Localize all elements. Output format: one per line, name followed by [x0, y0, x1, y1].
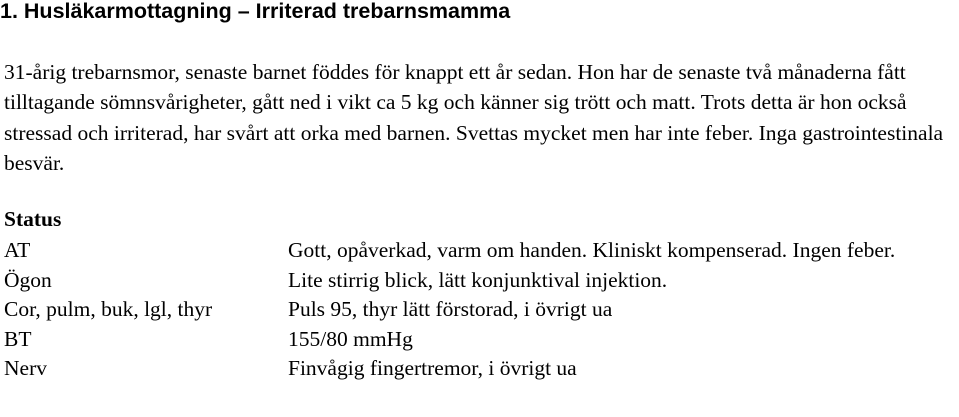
status-label: Cor, pulm, buk, lgl, thyr: [4, 297, 213, 321]
status-row-bt: [4, 325, 959, 355]
status-row-at: [4, 236, 959, 266]
case-heading: 1. Husläkarmottagning – Irriterad trebarnsmamma: [0, 0, 511, 23]
status-value: Lite stirrig blick, lätt konjunktival injektion.: [288, 267, 668, 292]
status-label: Ögon: [4, 267, 52, 292]
status-value: 155/80 mmHg: [288, 326, 413, 351]
status-value: Puls 95, thyr lätt förstorad, i övrigt ua: [288, 297, 613, 321]
status-table: [4, 236, 959, 384]
status-heading: Status: [4, 207, 62, 231]
status-value: Gott, opåverkad, varm om handen. Kliniskt kompenserad. Ingen feber.: [288, 238, 896, 262]
status-row-nerv: [4, 354, 959, 384]
case-description: 31-årig trebarnsmor, senaste barnet föddes för knappt ett år sedan. Hon har de senaste två månaderna fått tilltagande sömnsvårigheter, gått ned i vikt ca 5 kg och känner sig trött och matt. Trots detta är hon också stressad och irriterad, har svårt att orka med barnen. Svettas mycket men har inte feber. Inga gastrointestinala besvär.: [4, 60, 944, 175]
status-label: AT: [4, 238, 31, 262]
status-row-ogon: [4, 266, 959, 296]
status-label: BT: [4, 326, 32, 351]
status-row-cor-pulm: [4, 295, 959, 325]
status-label: Nerv: [4, 356, 47, 380]
status-value: Finvågig fingertremor, i övrigt ua: [288, 356, 577, 380]
